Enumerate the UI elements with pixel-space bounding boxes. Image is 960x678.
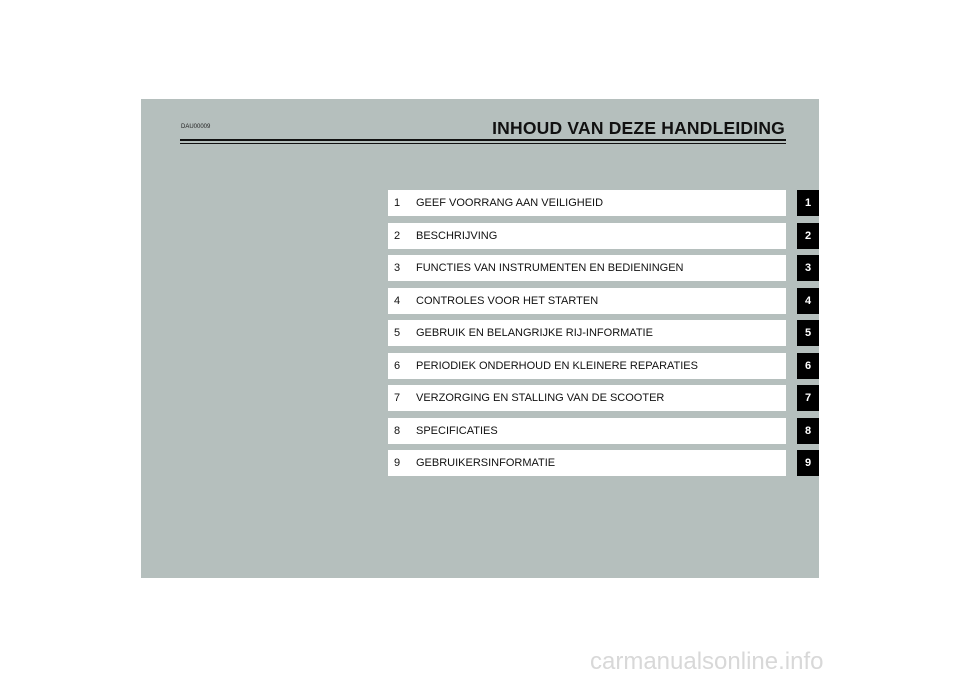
chapter-tab-7[interactable]: 7	[797, 385, 819, 411]
chapter-tab-2[interactable]: 2	[797, 223, 819, 249]
toc-item-6[interactable]	[388, 353, 786, 379]
toc-item-label: VERZORGING EN STALLING VAN DE SCOOTER	[416, 392, 665, 404]
title-rule-thin	[180, 143, 786, 144]
chapter-tab-4[interactable]: 4	[797, 288, 819, 314]
chapter-tab-9[interactable]: 9	[797, 450, 819, 476]
toc-item-4[interactable]	[388, 288, 786, 314]
toc-item-label: SPECIFICATIES	[416, 424, 498, 437]
table-of-contents	[388, 190, 786, 483]
toc-item-label: CONTROLES VOOR HET STARTEN	[416, 294, 599, 307]
document-code: DAU00009	[181, 124, 211, 130]
toc-item-number: 8	[394, 424, 401, 437]
toc-item-number: 9	[394, 457, 401, 469]
page-title: INHOUD VAN DEZE HANDLEIDING	[492, 118, 785, 138]
chapter-tab-8[interactable]: 8	[797, 418, 819, 444]
toc-item-label: FUNCTIES VAN INSTRUMENTEN EN BEDIENINGEN	[416, 262, 684, 274]
toc-item-label: BESCHRIJVING	[416, 229, 498, 242]
title-rule-thick	[180, 139, 786, 141]
toc-item-2[interactable]	[388, 223, 786, 249]
chapter-tab-5[interactable]: 5	[797, 320, 819, 346]
toc-item-number: 4	[394, 294, 401, 307]
toc-item-5[interactable]	[388, 320, 786, 346]
toc-item-label: GEBRUIKERSINFORMATIE	[416, 457, 556, 469]
toc-item-3[interactable]	[388, 255, 786, 281]
chapter-tab-3[interactable]: 3	[797, 255, 819, 281]
chapter-tab-6[interactable]: 6	[797, 353, 819, 379]
toc-item-number: 3	[394, 262, 401, 274]
toc-item-1[interactable]	[388, 190, 786, 216]
toc-item-number: 2	[394, 229, 401, 242]
toc-item-number: 7	[394, 392, 401, 404]
toc-item-label: GEBRUIK EN BELANGRIJKE RIJ-INFORMATIE	[416, 327, 653, 339]
toc-item-label: GEEF VOORRANG AAN VEILIGHEID	[416, 197, 604, 209]
chapter-tabs	[797, 190, 819, 483]
toc-item-number: 5	[394, 327, 401, 339]
toc-item-8[interactable]	[388, 418, 786, 444]
toc-item-label: PERIODIEK ONDERHOUD EN KLEINERE REPARATIES	[416, 359, 698, 372]
chapter-tab-1[interactable]: 1	[797, 190, 819, 216]
watermark-text: carmanualsonline.info	[590, 648, 824, 675]
toc-item-9[interactable]	[388, 450, 786, 476]
toc-item-number: 1	[394, 197, 401, 209]
toc-item-number: 6	[394, 359, 401, 372]
toc-item-7[interactable]	[388, 385, 786, 411]
